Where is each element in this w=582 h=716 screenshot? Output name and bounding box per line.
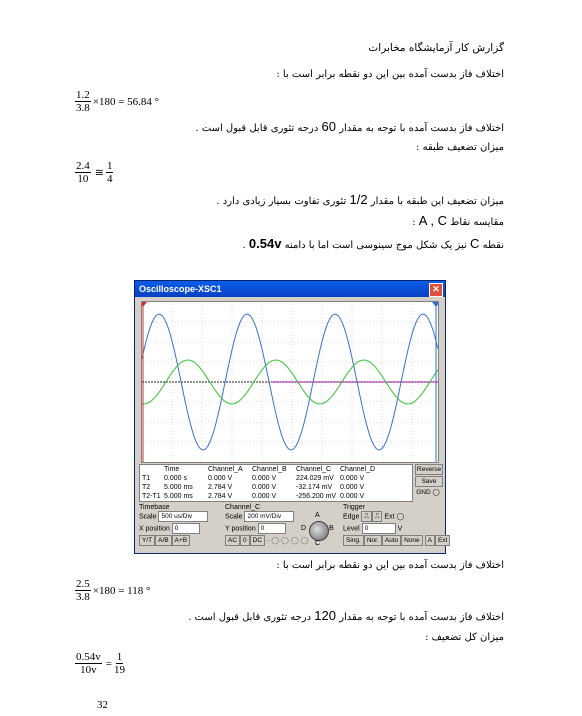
oscilloscope-screen [141,301,439,463]
paragraph-total-attenuation: میزان کل تضعیف : [425,632,504,643]
ab-mode-button[interactable]: A/B [155,535,171,546]
formula-phase-1: $\frac{1.2}{3.8}$ ×180 = 56.84 ° [76,89,160,114]
y-position-field[interactable]: 0 [258,523,286,534]
paragraph-attenuation-compare: میزان تضعیف این طبقه با مقدار 1/2 تئوری تفاوت بسیار زیادی دارد . [216,192,504,207]
edge-label: Edge [343,513,360,521]
channel-selector-knob[interactable] [309,521,329,541]
measurement-panel [139,464,441,502]
readout-row-label: T2-T1 [142,493,161,500]
readout-cell: 0.000 V [252,493,277,500]
timebase-scale-field[interactable]: 500 us/Div [158,511,208,522]
timebase-group [139,504,223,550]
ac-coupling-button[interactable]: AC [225,535,240,546]
knob-label-a: A [315,512,320,519]
x-position-field[interactable]: 0 [172,523,200,534]
readout-row-label [140,465,164,474]
readout-row-label: T1 [142,475,151,482]
formula-phase-2: $\frac{2.5}{3.8}$ ×180 = 118 ° [76,578,151,603]
readout-cell: 0.000 V [252,484,277,491]
level-label: Level [343,525,360,533]
paragraph-phase-accept-2: اختلاف فاز بدست آمده با توجه به مقدار 120 درجه تئوری قابل قبول است . [188,608,504,623]
y-position-label: Y position [225,525,256,533]
readout-cell: Channel_A [208,466,243,473]
timebase-scale-label: Scale [139,513,157,521]
normal-trigger-button[interactable]: Nor. [364,535,382,546]
rising-edge-icon[interactable]: ⎍ [361,511,372,522]
trigger-source-ext-button[interactable]: Ext [435,535,450,546]
dc-coupling-button[interactable]: DC [250,535,265,546]
readout-cell: 224.029 mV [296,475,334,482]
window-title: Oscilloscope-XSC1 [139,284,222,294]
formula-attenuation-2: $\frac{0.54v}{10v}$ = $\frac{1}{19}$ [76,651,125,676]
knob-label-c: C [315,540,321,547]
close-icon[interactable]: ✕ [429,283,443,297]
falling-edge-icon[interactable]: ⎍ [372,511,383,522]
readout-row [140,492,412,501]
readout-row [140,474,412,483]
cursor-t1-handle [142,302,147,307]
zero-coupling-button[interactable]: 0 [240,535,250,546]
cursor-t2-handle [432,302,438,307]
readout-cell: 0.000 V [340,484,365,491]
trigger-label: Trigger [343,504,365,511]
knob-label-d: D [301,525,307,532]
ext-radio[interactable]: ◯ [396,513,405,521]
single-trigger-button[interactable]: Sing. [343,535,364,546]
paragraph-stage-attenuation: میزان تضعیف طبقه : [416,142,504,153]
gnd-radio[interactable]: GND ◯ [416,489,440,496]
readout-row [140,483,412,492]
window-titlebar[interactable] [135,281,445,297]
paragraph-phase-ab: اختلاف فاز بدست آمده بین این دو نقطه برابر است با : [276,69,504,80]
channel-label: Channel_C [225,504,261,511]
none-trigger-button[interactable]: None [401,535,423,546]
channel-scale-field[interactable]: 200 mV/Div [244,511,294,522]
readout-cell: 5.000 ms [164,484,193,491]
knob-label-b: B [329,525,334,532]
readout-cell: 0.000 V [208,475,233,482]
level-unit: V [397,525,403,533]
cursor-readout-table [139,464,413,502]
ext-label: Ext [384,513,395,521]
paragraph-phase-ac: اختلاف فاز بدست آمده بین این دو نقطه برابر است با : [276,560,504,571]
readout-cell: 2.784 V [208,493,233,500]
readout-cell: 5.000 ms [164,493,193,500]
readout-cell: Channel_B [252,466,287,473]
readout-cell: Channel_D [340,466,376,473]
auto-trigger-button[interactable]: Auto [382,535,401,546]
timebase-label: Timebase [139,504,170,511]
x-position-label: X position [139,525,170,533]
paragraph-compare-points: مقایسه نقاط A , C : [412,213,504,228]
readout-cell: 2.784 V [208,484,233,491]
waveform-display [142,302,438,462]
readout-cell: 0.000 s [164,475,187,482]
channel-scale-label: Scale [225,513,243,521]
trigger-group [343,504,448,550]
formula-attenuation-1: 2.4 10 ≅ 1 4 [76,160,113,185]
readout-cell: -32.174 mV [296,484,333,491]
paragraph-point-c: نقطه C نیز یک شکل موج سینوسی است اما با دامنه 0.54v . [242,236,504,251]
oscilloscope-window [134,280,446,554]
channel-radio-row[interactable]: - ◯ ◯ ◯ ◯ [267,537,309,545]
trigger-source-a-button[interactable]: A [425,535,435,546]
page-number: 32 [97,699,108,711]
level-field[interactable]: 0 [362,523,396,534]
yt-mode-button[interactable]: Y/T [139,535,155,546]
paragraph-phase-accept-1: اختلاف فاز بدست آمده با توجه به مقدار 60 درجه تئوری قابل قبول است . [195,119,504,134]
readout-cell: Channel_C [296,466,332,473]
readout-row-label: T2 [142,484,151,491]
reverse-button[interactable]: Reverse [416,466,442,473]
readout-row [140,465,412,474]
readout-cell: 0.000 V [340,475,365,482]
readout-cell: -256.200 mV [296,493,337,500]
page-header: گزارش کار آزمایشگاه مخابرات [368,42,504,54]
save-button[interactable]: Save [415,476,443,487]
readout-cell: Time [164,466,180,473]
a-plus-b-mode-button[interactable]: A+B [172,535,190,546]
readout-cell: 0.000 V [340,493,365,500]
readout-cell: 0.000 V [252,475,277,482]
